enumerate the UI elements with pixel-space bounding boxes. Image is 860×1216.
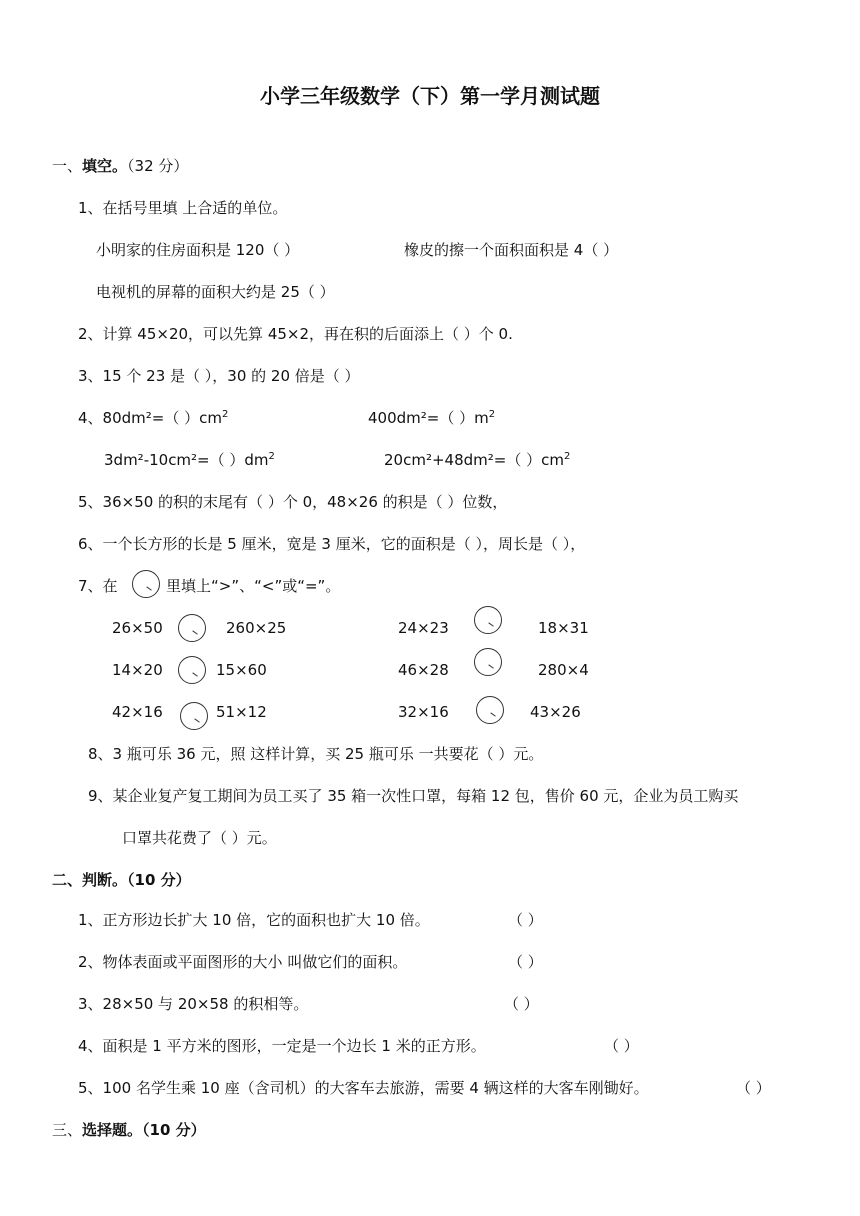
section-3-title: 选择题。（10 分） <box>82 1121 206 1139</box>
compare-left: 46×28 <box>398 661 449 679</box>
compare-circle[interactable] <box>474 606 502 634</box>
compare-circle[interactable] <box>178 614 206 642</box>
page-title: 小学三年级数学（下）第一学月测试题 <box>260 84 600 108</box>
question-1: 1、在括号里填 上合适的单位。 <box>78 199 288 217</box>
compare-circle[interactable] <box>180 702 208 730</box>
judge-5-answer[interactable]: （ ） <box>736 1079 771 1097</box>
compare-circle[interactable] <box>476 696 504 724</box>
question-3: 3、15 个 23 是（ ），30 的 20 倍是（ ） <box>78 367 360 385</box>
section-1-heading <box>52 156 188 176</box>
compare-right: 51×12 <box>216 703 267 721</box>
question-4b: 400dm²=（ ）$m^2$ <box>368 409 496 427</box>
question-9-line1: 9、某企业复产复工期间为员工买了 35 箱一次性口罩，每箱 12 包，售价 60 元，企业为员工购买 <box>88 787 739 805</box>
judge-2-answer[interactable]: （ ） <box>508 953 543 971</box>
question-4d: 20cm²+48dm²=（ ）$cm^2$ <box>384 451 571 469</box>
question-7-prefix: 7、在 <box>78 577 118 595</box>
question-1b: 橡皮的擦一个面积面积是 4（ ） <box>404 241 619 259</box>
judge-5: 5、100 名学生乘 10 座（含司机）的大客车去旅游，需要 4 辆这样的大客车刚锄好。 <box>78 1079 649 1097</box>
compare-right: 260×25 <box>226 619 287 637</box>
compare-left: 32×16 <box>398 703 449 721</box>
compare-right: 280×4 <box>538 661 589 679</box>
judge-1-answer[interactable]: （ ） <box>508 911 543 929</box>
question-4c: 3dm²-10cm²=（ ）$dm^2$ <box>104 451 275 469</box>
question-9-line2: 口罩共花费了（ ）元。 <box>122 829 277 847</box>
section-2-heading: 二、判断。（10 分） <box>52 871 191 889</box>
compare-circle[interactable] <box>474 648 502 676</box>
question-6: 6、一个长方形的长是 5 厘米，宽是 3 厘米，它的面积是（ ），周长是（ ）， <box>78 535 586 553</box>
section-3-number: 三、 <box>52 1121 83 1139</box>
compare-circle[interactable] <box>178 656 206 684</box>
section-3-heading <box>52 1120 206 1140</box>
question-1a: 小明家的住房面积是 120（ ） <box>96 241 300 259</box>
section-1-title: 填空。 <box>82 157 128 175</box>
judge-4-answer[interactable]: （ ） <box>604 1037 639 1055</box>
judge-2: 2、物体表面或平面图形的大小 叫做它们的面积。 <box>78 953 408 971</box>
compare-right: 43×26 <box>530 703 581 721</box>
question-2: 2、计算 45×20，可以先算 45×2，再在积的后面添上（ ）个 0. <box>78 325 513 343</box>
judge-1: 1、正方形边长扩大 10 倍，它的面积也扩大 10 倍。 <box>78 911 430 929</box>
compare-circle-example <box>132 570 160 598</box>
question-8: 8、3 瓶可乐 36 元，照 这样计算，买 25 瓶可乐 一共要花（ ）元。 <box>88 745 544 763</box>
question-5: 5、36×50 的积的末尾有（ ）个 0，48×26 的积是（ ）位数， <box>78 493 508 511</box>
section-1-number: 一、 <box>52 157 83 175</box>
judge-3: 3、28×50 与 20×58 的积相等。 <box>78 995 309 1013</box>
compare-left: 42×16 <box>112 703 163 721</box>
compare-left: 14×20 <box>112 661 163 679</box>
judge-4: 4、面积是 1 平方米的图形，一定是一个边长 1 米的正方形。 <box>78 1037 486 1055</box>
question-4a: 4、80dm²=（ ）$cm^2$ <box>78 409 229 427</box>
compare-right: 15×60 <box>216 661 267 679</box>
question-7-instruction: 里填上“>”、“<”或“=”。 <box>166 577 341 595</box>
judge-3-answer[interactable]: （ ） <box>504 995 539 1013</box>
section-1-score: （32 分） <box>127 157 189 175</box>
compare-left: 24×23 <box>398 619 449 637</box>
question-1c: 电视机的屏幕的面积大约是 25（ ） <box>96 283 335 301</box>
compare-right: 18×31 <box>538 619 589 637</box>
compare-left: 26×50 <box>112 619 163 637</box>
